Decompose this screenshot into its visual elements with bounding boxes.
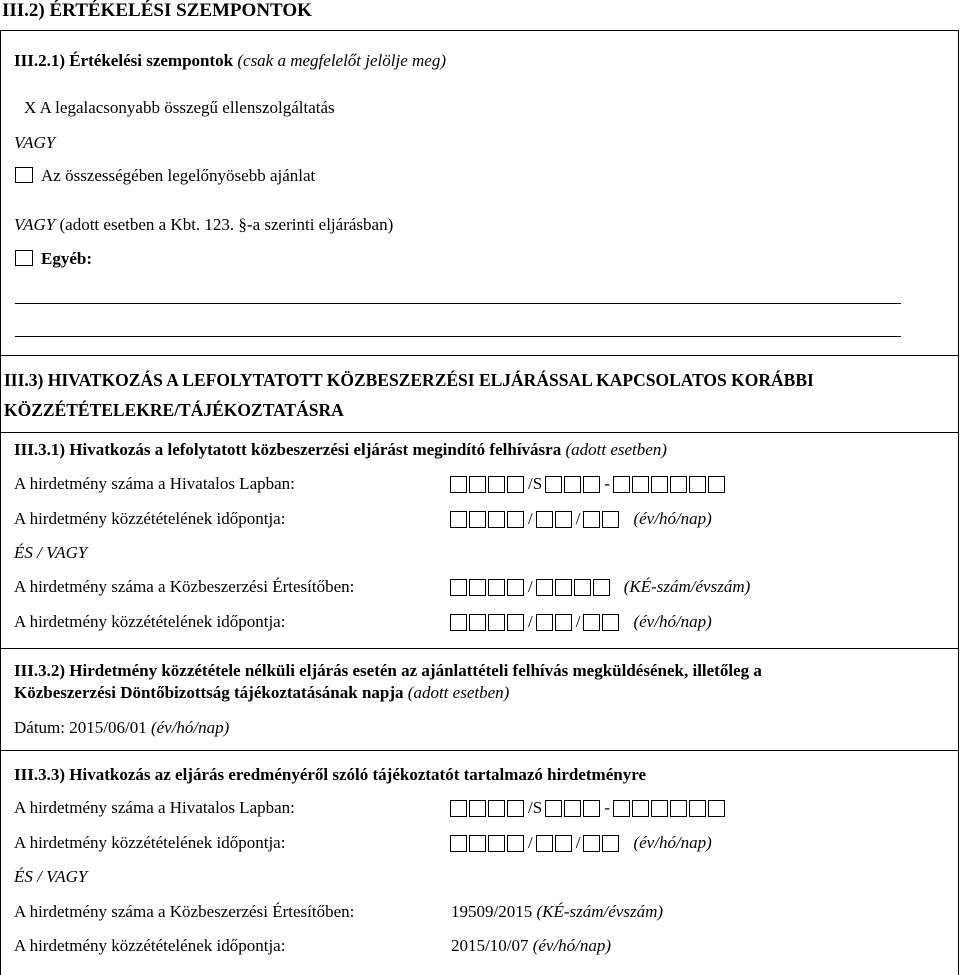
digit-box[interactable] (488, 511, 505, 528)
s333-ke-date-label: A hirdetmény közzétételének időpontja: (14, 936, 286, 955)
digit-box[interactable] (488, 800, 505, 817)
s331-ke-number-label: A hirdetmény száma a Közbeszerzési Értesítőben: (14, 577, 355, 596)
s331-title-row (14, 440, 667, 460)
digit-box[interactable] (583, 511, 600, 528)
frame-left (0, 30, 1, 975)
digit-box[interactable] (536, 579, 553, 596)
digit-box[interactable] (469, 800, 486, 817)
s332-date-unit: (év/hó/nap) (150, 718, 230, 737)
s331-oj-number-field[interactable] (450, 474, 727, 494)
digit-box[interactable] (488, 476, 505, 493)
s331-ke-number-field[interactable] (450, 577, 750, 597)
digit-box[interactable] (574, 579, 591, 596)
digit-box[interactable] (583, 476, 600, 493)
digit-box[interactable] (564, 800, 581, 817)
digit-box[interactable] (708, 800, 725, 817)
digit-box[interactable] (651, 800, 668, 817)
other-input-line-1[interactable] (15, 303, 901, 304)
digit-box[interactable] (689, 476, 706, 493)
or-label-2-row (14, 215, 393, 235)
digit-box[interactable] (536, 835, 553, 852)
digit-box[interactable] (613, 476, 630, 493)
digit-box[interactable] (536, 614, 553, 631)
other-input-line-2[interactable] (15, 336, 901, 337)
digit-box[interactable] (488, 579, 505, 596)
section-heading-III3-line2: KÖZZÉTÉTELEKRE/TÁJÉKOZTATÁSRA (4, 400, 344, 420)
date-unit: (év/hó/nap) (633, 612, 712, 631)
digit-box[interactable] (555, 614, 572, 631)
digit-box[interactable] (469, 579, 486, 596)
or-label-1: VAGY (14, 133, 56, 152)
digit-box[interactable] (602, 614, 619, 631)
dash: - (604, 474, 610, 493)
s331-oj-date-field[interactable] (450, 509, 712, 529)
s331-oj-date-label: A hirdetmény közzétételének időpontja: (14, 509, 286, 528)
s332-title-row2 (14, 683, 509, 703)
digit-box[interactable] (507, 511, 524, 528)
or-label-2-note: (adott esetben a Kbt. 123. §-a szerinti eljárásban) (59, 215, 394, 234)
dash: - (604, 798, 610, 817)
digit-box[interactable] (555, 835, 572, 852)
slash: / (528, 577, 533, 596)
digit-box[interactable] (602, 835, 619, 852)
s331-ke-date-label: A hirdetmény közzétételének időpontja: (14, 612, 286, 631)
digit-box[interactable] (507, 800, 524, 817)
s332-date-value: Dátum: 2015/06/01 (14, 718, 147, 737)
section-heading-III3: III.3) HIVATKOZÁS A LEFOLYTATOTT KÖZBESZERZÉSI ELJÁRÁSSAL KAPCSOLATOS KORÁBBI (4, 370, 814, 390)
digit-box[interactable] (450, 614, 467, 631)
s333-ke-number-value: 19509/2015 (451, 902, 533, 921)
s333-ke-date-unit: (év/hó/nap) (532, 936, 612, 955)
s333-ke-date-value: 2015/10/07 (451, 936, 529, 955)
date-unit: (év/hó/nap) (633, 509, 712, 528)
s333-title: III.3.3) Hivatkozás az eljárás eredményéről szóló tájékoztatót tartalmazó hirdetményre (14, 765, 646, 784)
digit-box[interactable] (555, 511, 572, 528)
option-other-row (15, 249, 92, 269)
slash: / (528, 612, 533, 631)
s332-title: III.3.2) Hirdetmény közzététele nélküli eljárás esetén az ajánlattételi felhívás megküldésének, illetőleg a (14, 661, 762, 680)
digit-box[interactable] (632, 800, 649, 817)
divider-III31-III32 (0, 648, 959, 649)
digit-box[interactable] (593, 579, 610, 596)
digit-box[interactable] (564, 476, 581, 493)
or-label-2: VAGY (14, 215, 56, 234)
divider-III32-III33 (0, 750, 959, 751)
criteria-title: III.2.1) Értékelési szempontok (14, 51, 234, 70)
slash: / (528, 509, 533, 528)
option-best-value-row (15, 166, 315, 186)
digit-box[interactable] (670, 800, 687, 817)
digit-box[interactable] (469, 835, 486, 852)
digit-box[interactable] (545, 800, 562, 817)
frame-right (958, 30, 959, 975)
s333-oj-number-field[interactable] (450, 798, 727, 818)
digit-box[interactable] (545, 476, 562, 493)
digit-box[interactable] (536, 511, 553, 528)
option-lowest-price[interactable]: X A legalacsonyabb összegű ellenszolgáltatás (24, 98, 335, 117)
slash: / (575, 509, 581, 528)
date-unit: (év/hó/nap) (633, 833, 712, 852)
divider-III2-III3 (0, 355, 959, 356)
s333-oj-number-label: A hirdetmény száma a Hivatalos Lapban: (14, 798, 295, 817)
digit-box[interactable] (507, 835, 524, 852)
s333-oj-date-field[interactable] (450, 833, 712, 853)
slash-s: /S (528, 474, 543, 493)
digit-box[interactable] (583, 800, 600, 817)
s331-ke-date-field[interactable] (450, 612, 712, 632)
digit-box[interactable] (450, 476, 467, 493)
digit-box[interactable] (670, 476, 687, 493)
digit-box[interactable] (450, 511, 467, 528)
digit-box[interactable] (507, 476, 524, 493)
s331-oj-number-label: A hirdetmény száma a Hivatalos Lapban: (14, 474, 295, 493)
digit-box[interactable] (651, 476, 668, 493)
digit-box[interactable] (632, 476, 649, 493)
option-other-label: Egyéb: (41, 249, 92, 268)
s333-ke-date-row (451, 936, 611, 956)
ke-unit: (KÉ-szám/évszám) (623, 577, 751, 596)
digit-box[interactable] (583, 835, 600, 852)
digit-box[interactable] (602, 511, 619, 528)
digit-box[interactable] (689, 800, 706, 817)
digit-box[interactable] (555, 579, 572, 596)
digit-box[interactable] (450, 800, 467, 817)
s333-and-or: ÉS / VAGY (14, 867, 88, 886)
digit-box[interactable] (507, 579, 524, 596)
divider-III3-heading (0, 432, 959, 433)
checkbox-other[interactable] (15, 250, 33, 266)
s332-hint: (adott esetben) (407, 683, 510, 702)
criteria-hint: (csak a megfelelőt jelölje meg) (237, 51, 446, 70)
s333-ke-number-row (451, 902, 663, 922)
s332-title-line2: Közbeszerzési Döntőbizottság tájékoztatásának napja (14, 683, 404, 702)
option-best-value-label: Az összességében legelőnyösebb ajánlat (41, 166, 316, 185)
frame-top (0, 30, 959, 31)
criteria-title-row (14, 51, 446, 71)
digit-box[interactable] (469, 511, 486, 528)
digit-box[interactable] (450, 579, 467, 596)
digit-box[interactable] (507, 614, 524, 631)
slash-s: /S (528, 798, 543, 817)
digit-box[interactable] (488, 835, 505, 852)
digit-box[interactable] (469, 614, 486, 631)
s333-ke-number-label: A hirdetmény száma a Közbeszerzési Értesítőben: (14, 902, 355, 921)
slash: / (528, 833, 533, 852)
section-heading-III2: III.2) ÉRTÉKELÉSI SZEMPONTOK (2, 0, 312, 21)
digit-box[interactable] (583, 614, 600, 631)
digit-box[interactable] (708, 476, 725, 493)
slash: / (575, 833, 581, 852)
digit-box[interactable] (469, 476, 486, 493)
digit-box[interactable] (488, 614, 505, 631)
s331-hint: (adott esetben) (565, 440, 667, 459)
slash: / (575, 612, 581, 631)
s331-and-or: ÉS / VAGY (14, 543, 88, 562)
s333-oj-date-label: A hirdetmény közzétételének időpontja: (14, 833, 286, 852)
s331-title: III.3.1) Hivatkozás a lefolytatott közbeszerzési eljárást megindító felhívásra (14, 440, 562, 459)
s333-ke-number-unit: (KÉ-szám/évszám) (536, 902, 664, 921)
digit-box[interactable] (613, 800, 630, 817)
checkbox-best-value[interactable] (15, 167, 33, 183)
s332-date-row (14, 718, 229, 738)
digit-box[interactable] (450, 835, 467, 852)
